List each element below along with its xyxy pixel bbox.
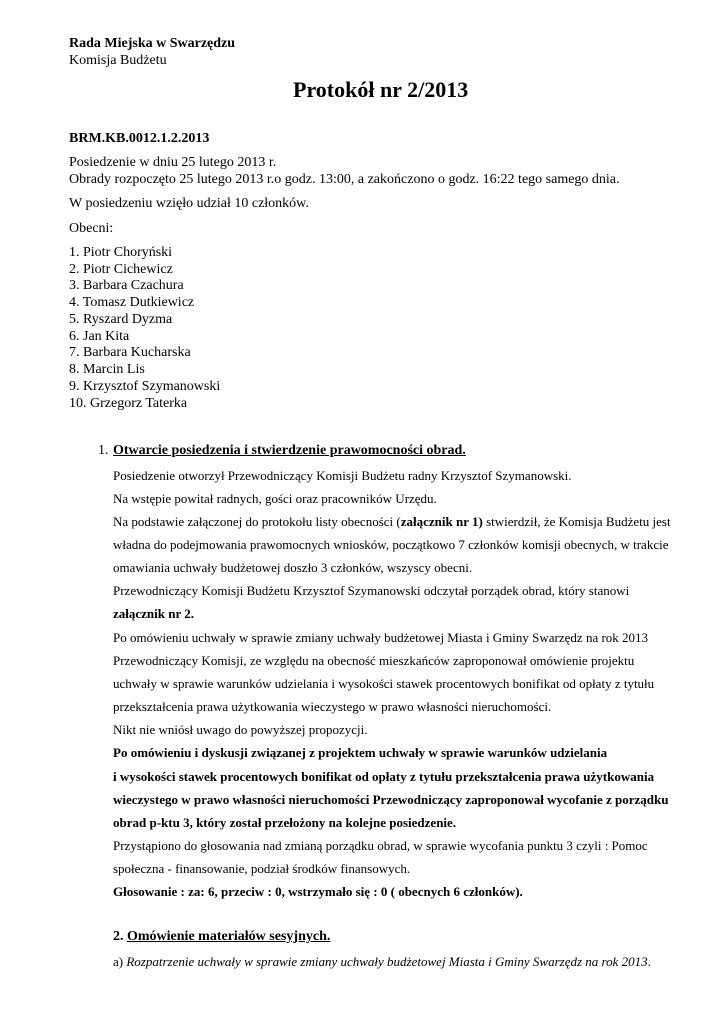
member-item: 6. Jan Kita — [69, 329, 130, 344]
member-item: 10. Grzegorz Taterka — [69, 396, 188, 411]
attachment-2-ref: załącznik nr 2. — [113, 606, 195, 621]
attachment-1-ref: załącznik nr 1) — [400, 514, 483, 529]
paragraph-line: Nikt nie wniósł uwago do powyższej propozycji. — [113, 722, 368, 737]
item-a-label: a) — [113, 954, 124, 969]
section-1-number: 1. — [98, 443, 109, 458]
paragraph-line: Na wstępie powitał radnych, gości oraz pracowników Urzędu. — [113, 491, 437, 506]
paragraph-line-bold: Po omówieniu i dyskusji związanej z projektem uchwały w sprawie warunków udzielania — [113, 745, 608, 760]
attachment-ref-text: Na podstawie załączonej do protokołu listy obecności ( — [113, 514, 401, 529]
paragraph-line: uchwały w sprawie warunków udzielania i wysokości stawek procentowych bonifikat od opłaty z tytułu — [113, 676, 655, 691]
item-a-text: Rozpatrzenie uchwały w sprawie zmiany uchwały budżetowej Miasta i Gminy Swarzędz na rok 2013 — [126, 954, 648, 969]
paragraph-line: Przewodniczący Komisji, ze względu na obecność mieszkańców zaproponował omówienie projektu — [113, 653, 635, 668]
committee-name: Komisja Budżetu — [69, 53, 167, 68]
attendance-count: W posiedzeniu wzięło udział 10 członków. — [69, 196, 309, 211]
paragraph-line: Przystąpiono do głosowania nad zmianą porządku obrad, w sprawie wycofania punktu 3 czyli : Pomoc — [113, 838, 648, 853]
page-title: Protokół nr 2/2013 — [293, 77, 469, 102]
item-a-end: . — [647, 954, 651, 969]
member-item: 2. Piotr Cichewicz — [69, 262, 173, 277]
section-2-title: Omówienie materiałów sesyjnych. — [127, 929, 331, 944]
member-item: 5. Ryszard Dyzma — [69, 312, 173, 327]
section-2-number: 2. — [113, 929, 124, 944]
meeting-date: Posiedzenie w dniu 25 lutego 2013 r. — [69, 155, 277, 170]
paragraph-line-bold: i wysokości stawek procentowych bonifikat od opłaty z tytułu przekształcenia prawa użytkowania — [113, 769, 655, 784]
org-name: Rada Miejska w Swarzędzu — [69, 36, 236, 51]
section-2-item-a — [113, 954, 651, 970]
vote-result: Głosowanie : za: 6, przeciw : 0, wstrzymało się : 0 ( obecnych 6 członków). — [113, 884, 523, 899]
paragraph-line-bold: obrad p-ktu 3, który został przełożony na kolejne posiedzenie. — [113, 815, 457, 830]
member-item: 9. Krzysztof Szymanowski — [69, 379, 221, 394]
member-item: 4. Tomasz Dutkiewicz — [69, 295, 195, 310]
paragraph-line: władna do podejmowania prawomocnych wniosków, początkowo 7 członków komisji obecnych, w trakcie — [113, 537, 669, 552]
section-2-heading — [113, 929, 330, 945]
paragraph-line: omawiania uchwały budżetowej doszło 3 członków, wszyscy obecni. — [113, 560, 473, 575]
attachment-ref-text: stwierdził, że Komisja Budżetu jest — [482, 514, 671, 529]
paragraph-line: przekształcenia prawa użytkowania wieczystego w prawo własności nieruchomości. — [113, 699, 552, 714]
reference-number: BRM.KB.0012.1.2.2013 — [69, 131, 210, 146]
paragraph-line: Po omówieniu uchwały w sprawie zmiany uchwały budżetowej Miasta i Gminy Swarzędz na rok 2013 — [113, 630, 649, 645]
member-item: 8. Marcin Lis — [69, 362, 145, 377]
paragraph-line: społeczna - finansowanie, podział środków finansowych. — [113, 861, 411, 876]
meeting-time: Obrady rozpoczęto 25 lutego 2013 r.o godz. 13:00, a zakończono o godz. 16:22 tego samego dnia. — [69, 172, 620, 187]
member-item: 1. Piotr Choryński — [69, 245, 173, 260]
paragraph-line: Posiedzenie otworzył Przewodniczący Komisji Budżetu radny Krzysztof Szymanowski. — [113, 468, 572, 483]
member-item: 7. Barbara Kucharska — [69, 345, 191, 360]
paragraph-line — [113, 514, 671, 530]
member-item: 3. Barbara Czachura — [69, 278, 184, 293]
present-label: Obecni: — [69, 221, 114, 236]
paragraph-line-bold: wieczystego w prawo własności nieruchomości Przewodniczący zaproponował wycofanie z porządku — [113, 792, 669, 807]
paragraph-line: Przewodniczący Komisji Budżetu Krzysztof Szymanowski odczytał porządek obrad, który stanowi — [113, 583, 630, 598]
section-1-heading: Otwarcie posiedzenia i stwierdzenie prawomocności obrad. — [113, 443, 466, 458]
